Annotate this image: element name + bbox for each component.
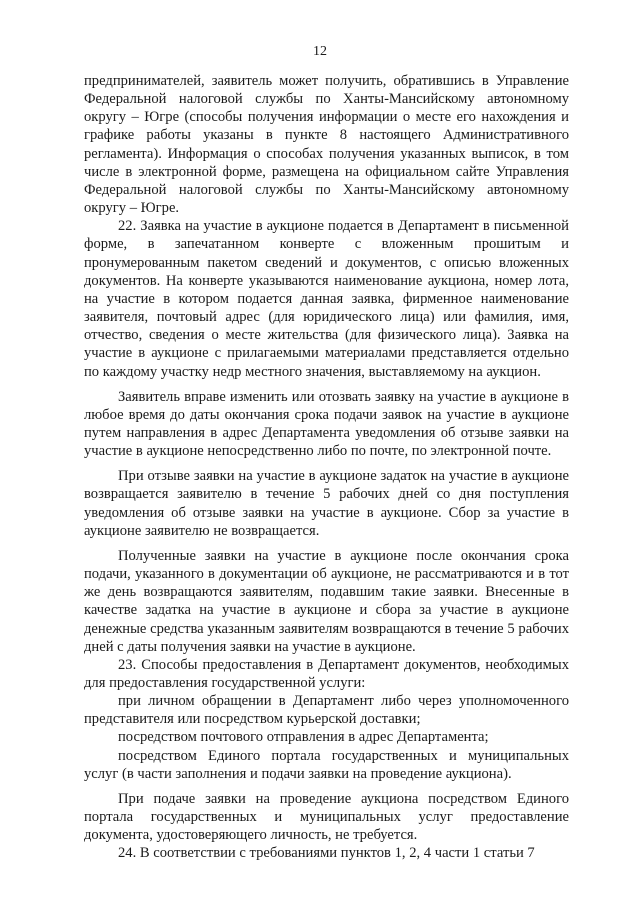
paragraph-clause-24: 24. В соответствии с требованиями пунктов 1, 2, 4 части 1 статьи 7 [118, 845, 535, 862]
list-item-postal: посредством почтового отправления в адрес Департамента; [118, 729, 489, 746]
document-body [84, 72, 569, 863]
paragraph-late-applications: Полученные заявки на участие в аукционе после окончания срока подачи, указанного в документации об аукционе, не рассматриваются и в тот же день возвращаются заявителям, подавшим такие заявки. Внесенные в качестве задатка на участие в аукционе и сбора за участие в аукционе денежные средства указанным заявителям возвращаются в течение 5 рабочих дней с даты получения заявки на участие в аукционе. [84, 547, 569, 655]
paragraph-withdrawal: Заявитель вправе изменить или отозвать заявку на участие в аукционе в любое время до даты окончания срока подачи заявок на участие в аукционе путем направления в адрес Департамента уведомления об отзыве заявки на участие в аукционе непосредственно либо по почте, по электронной почте. [84, 388, 569, 460]
list-item-unified-portal: посредством Единого портала государственных и муниципальных услуг (в части заполнения и подачи заявки на проведение аукциона). [84, 747, 569, 782]
paragraph-clause-23: 23. Способы предоставления в Департамент документов, необходимых для предоставления государственной услуги: [84, 656, 569, 691]
paragraph-portal-identity: При подаче заявки на проведение аукциона посредством Единого портала государственных и муниципальных услуг предоставление документа, удостоверяющего личность, не требуется. [84, 790, 569, 844]
paragraph-continuation: предпринимателей, заявитель может получить, обратившись в Управление Федеральной налоговой службы по Ханты-Мансийскому автономному округу – Югре (способы получения информации о месте его нахождения и графике работы указаны в пункте 8 настоящего Административного регламента). Информация о способах получения указанных выписок, в том числе в электронной форме, размещена на официальном сайте Управления Федеральной налоговой службы по Ханты-Мансийскому автономному округу – Югре. [84, 73, 569, 217]
list-item-personal-visit: при личном обращении в Департамент либо через уполномоченного представителя или посредством курьерской доставки; [84, 693, 569, 728]
paragraph-deposit-return: При отзыве заявки на участие в аукционе задаток на участие в аукционе возвращается заявителю в течение 5 рабочих дней со дня поступления уведомления об отзыве заявки на участие в аукционе. Сбор за участие в аукционе заявителю не возвращается. [84, 468, 569, 539]
page-number: 12 [313, 44, 327, 59]
paragraph-clause-22: 22. Заявка на участие в аукционе подается в Департамент в письменной форме, в запечатанном конверте с вложенным прошитым и пронумерованным пакетом сведений и документов, с описью вложенных документов. На конверте указываются наименование аукциона, номер лота, на участие в котором подается данная заявка, фирменное наименование заявителя, почтовый адрес (для юридического лица) или фамилия, имя, отчество, сведения о месте жительства (для физического лица). Заявка на участие в аукционе с прилагаемыми материалами представляется отдельно по каждому участку недр местного значения, выставляемому на аукцион. [84, 218, 569, 380]
